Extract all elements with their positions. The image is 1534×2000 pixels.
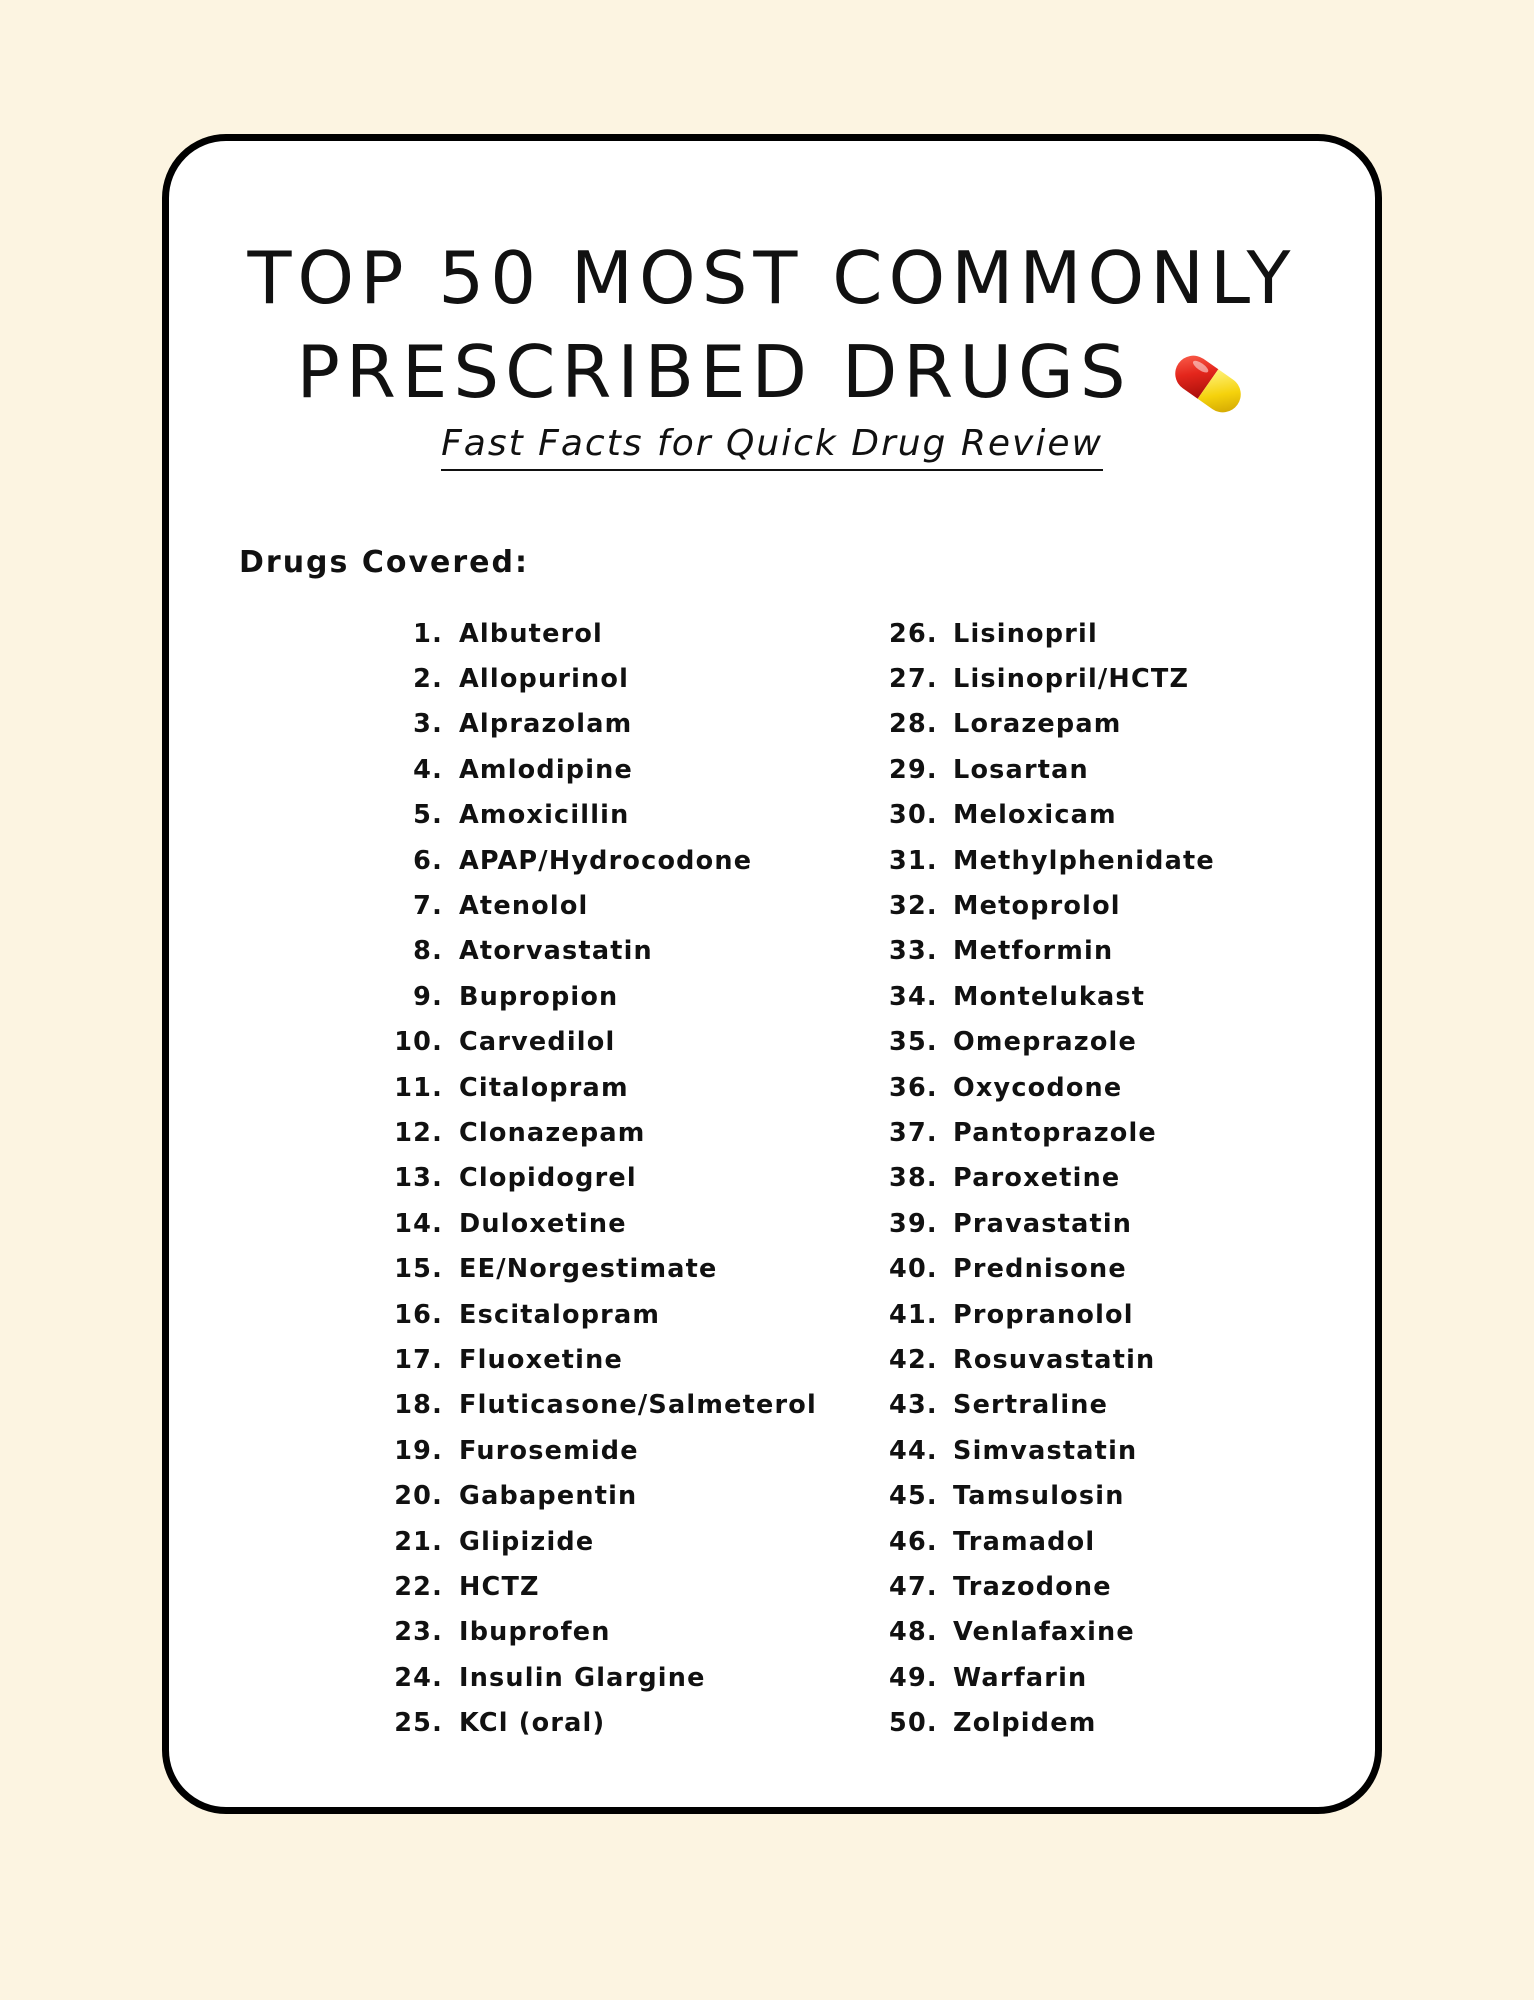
drug-name: Insulin Glargine — [459, 1662, 706, 1693]
list-item — [387, 1383, 817, 1428]
list-item-number: 43. — [889, 1390, 938, 1421]
drug-name: Albuterol — [459, 618, 604, 649]
list-item-number: 10. — [394, 1027, 443, 1058]
drug-name: Sertraline — [953, 1390, 1109, 1421]
list-item — [387, 1564, 817, 1609]
drug-name: Tamsulosin — [953, 1481, 1125, 1512]
list-item — [889, 1610, 1215, 1655]
drug-name: Ibuprofen — [459, 1617, 611, 1648]
list-item-number: 18. — [394, 1390, 443, 1421]
list-item — [889, 929, 1215, 974]
pill-icon — [1168, 346, 1248, 414]
list-item — [387, 1246, 817, 1291]
drug-name: Fluticasone/Salmeterol — [459, 1390, 817, 1421]
drug-name: Trazodone — [953, 1571, 1112, 1602]
list-item — [387, 974, 817, 1019]
list-item-number: 42. — [889, 1344, 938, 1375]
list-item-number: 19. — [394, 1435, 443, 1466]
list-item — [387, 883, 817, 928]
list-item-number: 7. — [413, 891, 443, 922]
list-item — [387, 793, 817, 838]
drug-name: Lisinopril/HCTZ — [953, 664, 1190, 695]
drug-name: Amoxicillin — [459, 800, 630, 831]
list-item — [889, 1337, 1215, 1382]
list-item-number: 25. — [394, 1708, 443, 1739]
list-item-number: 36. — [889, 1072, 938, 1103]
list-item-number: 44. — [889, 1435, 938, 1466]
list-item — [387, 929, 817, 974]
page-title — [169, 231, 1375, 419]
list-item — [889, 747, 1215, 792]
list-item-number: 49. — [889, 1662, 938, 1693]
list-item-number: 24. — [394, 1662, 443, 1693]
drug-name: HCTZ — [459, 1571, 540, 1602]
title-line-2-wrap — [296, 325, 1247, 419]
drug-name: Omeprazole — [953, 1027, 1137, 1058]
list-item — [387, 1428, 817, 1473]
drug-name: Atorvastatin — [459, 936, 653, 967]
drug-name: Rosuvastatin — [953, 1344, 1156, 1375]
list-item — [889, 1655, 1215, 1700]
drug-name: Carvedilol — [459, 1027, 616, 1058]
drug-name: Lorazepam — [953, 709, 1122, 740]
drug-name: Pravastatin — [953, 1208, 1133, 1239]
list-item-number: 11. — [394, 1072, 443, 1103]
drug-name: Amlodipine — [459, 754, 634, 785]
drug-name: Venlafaxine — [953, 1617, 1135, 1648]
list-item-number: 28. — [889, 709, 938, 740]
drug-name: Clopidogrel — [459, 1163, 637, 1194]
list-item-number: 47. — [889, 1571, 938, 1602]
drug-name: APAP/Hydrocodone — [459, 845, 753, 876]
list-item — [387, 656, 817, 701]
list-item — [387, 1337, 817, 1382]
drug-name: Losartan — [953, 754, 1089, 785]
list-item — [889, 1564, 1215, 1609]
list-item — [889, 1383, 1215, 1428]
list-item-number: 29. — [889, 754, 938, 785]
subtitle: Fast Facts for Quick Drug Review — [441, 421, 1103, 471]
drug-name: Escitalopram — [459, 1299, 661, 1330]
drug-name: Alprazolam — [459, 709, 633, 740]
document-card — [162, 134, 1382, 1814]
list-item — [889, 611, 1215, 656]
list-item — [889, 974, 1215, 1019]
list-item-number: 34. — [889, 981, 938, 1012]
drug-name: Simvastatin — [953, 1435, 1138, 1466]
drug-name: Lisinopril — [953, 618, 1098, 649]
list-item — [889, 1700, 1215, 1745]
list-item — [387, 1655, 817, 1700]
list-item — [889, 1110, 1215, 1155]
list-item-number: 5. — [413, 800, 443, 831]
list-item-number: 50. — [889, 1708, 938, 1739]
list-item-number: 12. — [394, 1117, 443, 1148]
drug-name: Citalopram — [459, 1072, 629, 1103]
drug-name: Gabapentin — [459, 1481, 638, 1512]
list-item-number: 8. — [413, 936, 443, 967]
drug-list-left — [387, 611, 817, 1746]
list-item — [889, 1428, 1215, 1473]
list-item-number: 48. — [889, 1617, 938, 1648]
list-item-number: 31. — [889, 845, 938, 876]
list-item — [387, 1110, 817, 1155]
drug-name: Metoprolol — [953, 891, 1121, 922]
list-item — [387, 702, 817, 747]
drug-name: Tramadol — [953, 1526, 1096, 1557]
drug-name: Furosemide — [459, 1435, 639, 1466]
list-item-number: 4. — [413, 754, 443, 785]
list-item — [387, 747, 817, 792]
list-item-number: 9. — [413, 981, 443, 1012]
list-item — [387, 1473, 817, 1518]
list-item-number: 35. — [889, 1027, 938, 1058]
list-item — [889, 656, 1215, 701]
list-item-number: 3. — [413, 709, 443, 740]
drug-name: Methylphenidate — [953, 845, 1215, 876]
title-line-1: TOP 50 MOST COMMONLY — [247, 236, 1297, 320]
drug-name: Fluoxetine — [459, 1344, 623, 1375]
drug-name: Zolpidem — [953, 1708, 1097, 1739]
drug-name: Allopurinol — [459, 664, 630, 695]
list-item-number: 22. — [394, 1571, 443, 1602]
drug-list-right — [889, 611, 1215, 1746]
list-item-number: 2. — [413, 664, 443, 695]
list-item — [889, 1473, 1215, 1518]
section-heading: Drugs Covered: — [239, 545, 529, 580]
list-item — [387, 1519, 817, 1564]
list-item — [889, 702, 1215, 747]
list-item-number: 37. — [889, 1117, 938, 1148]
drug-name: Meloxicam — [953, 800, 1117, 831]
list-item — [889, 1201, 1215, 1246]
list-item — [387, 1201, 817, 1246]
subtitle-wrap — [169, 421, 1375, 471]
list-item-number: 21. — [394, 1526, 443, 1557]
list-item-number: 32. — [889, 891, 938, 922]
drug-name: Warfarin — [953, 1662, 1088, 1693]
list-item — [889, 1156, 1215, 1201]
list-item — [889, 883, 1215, 928]
list-item — [889, 793, 1215, 838]
list-item — [387, 611, 817, 656]
list-item-number: 45. — [889, 1481, 938, 1512]
drug-name: Duloxetine — [459, 1208, 627, 1239]
list-item-number: 23. — [394, 1617, 443, 1648]
list-item — [387, 1020, 817, 1065]
drug-name: Metformin — [953, 936, 1114, 967]
list-item — [387, 838, 817, 883]
list-item-number: 17. — [394, 1344, 443, 1375]
list-item-number: 27. — [889, 664, 938, 695]
list-item — [889, 1065, 1215, 1110]
list-item — [889, 1519, 1215, 1564]
drug-name: Atenolol — [459, 891, 589, 922]
list-item-number: 39. — [889, 1208, 938, 1239]
list-item-number: 1. — [413, 618, 443, 649]
title-line-2: PRESCRIBED DRUGS — [296, 330, 1132, 414]
drug-name: Paroxetine — [953, 1163, 1121, 1194]
list-item — [889, 1246, 1215, 1291]
drug-name: Prednisone — [953, 1254, 1127, 1285]
list-item-number: 15. — [394, 1254, 443, 1285]
list-item-number: 13. — [394, 1163, 443, 1194]
list-item-number: 41. — [889, 1299, 938, 1330]
drug-name: Glipizide — [459, 1526, 595, 1557]
list-item-number: 6. — [413, 845, 443, 876]
drug-name: KCl (oral) — [459, 1708, 606, 1739]
list-item — [889, 1020, 1215, 1065]
list-item — [387, 1700, 817, 1745]
list-item-number: 14. — [394, 1208, 443, 1239]
list-item — [889, 838, 1215, 883]
list-item — [387, 1156, 817, 1201]
list-item — [387, 1292, 817, 1337]
drug-name: Propranolol — [953, 1299, 1134, 1330]
list-item — [889, 1292, 1215, 1337]
list-item-number: 26. — [889, 618, 938, 649]
list-item — [387, 1065, 817, 1110]
drug-name: Oxycodone — [953, 1072, 1123, 1103]
drug-name: Pantoprazole — [953, 1117, 1157, 1148]
drug-name: Bupropion — [459, 981, 619, 1012]
list-item-number: 20. — [394, 1481, 443, 1512]
list-item-number: 16. — [394, 1299, 443, 1330]
list-item-number: 38. — [889, 1163, 938, 1194]
list-item-number: 30. — [889, 800, 938, 831]
list-item-number: 33. — [889, 936, 938, 967]
list-item — [387, 1610, 817, 1655]
list-item-number: 46. — [889, 1526, 938, 1557]
drug-name: EE/Norgestimate — [459, 1254, 718, 1285]
drug-name: Clonazepam — [459, 1117, 646, 1148]
drug-name: Montelukast — [953, 981, 1146, 1012]
list-item-number: 40. — [889, 1254, 938, 1285]
